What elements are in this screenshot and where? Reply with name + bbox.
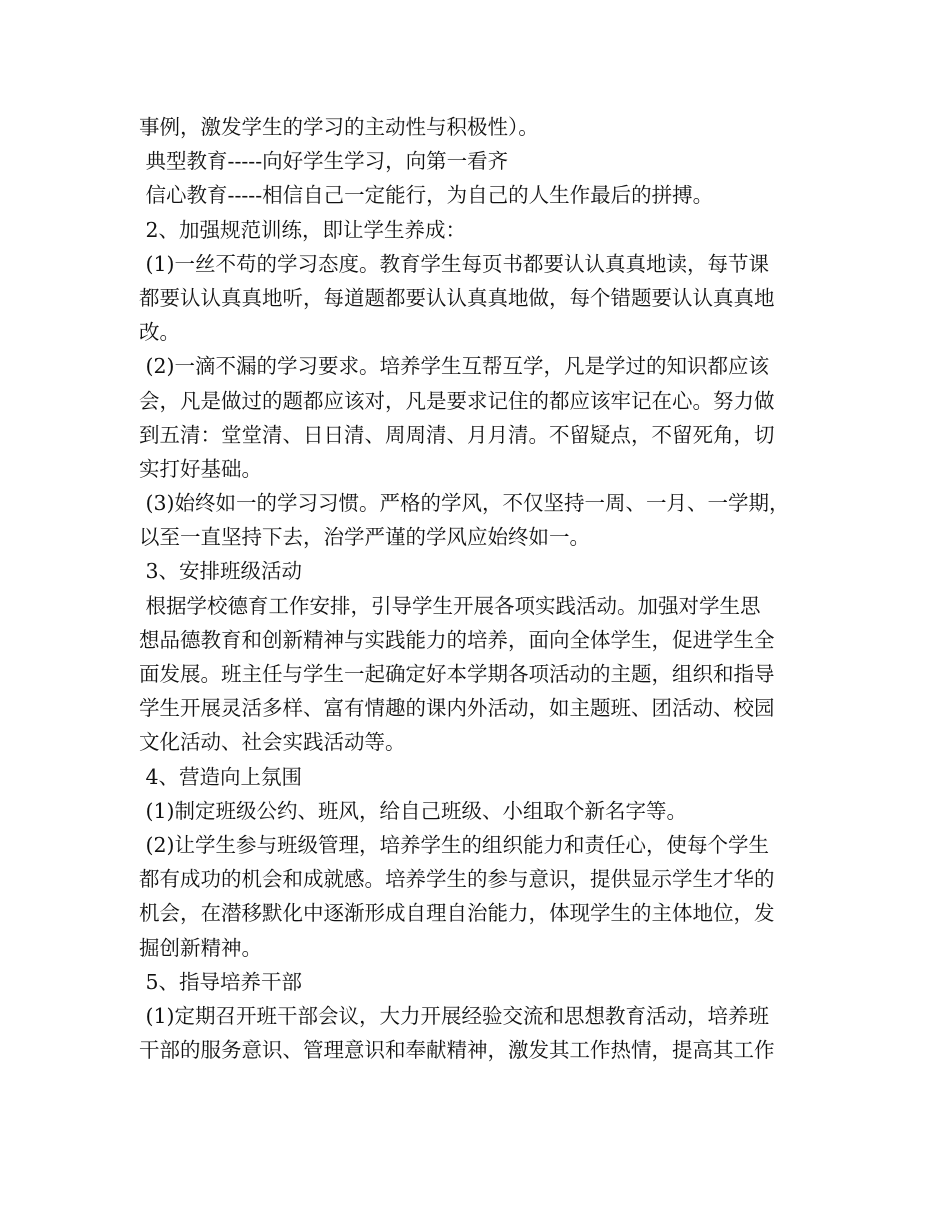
text-line: 事例，激发学生的学习的主动性与积极性）。 bbox=[139, 115, 539, 139]
text-line: 面发展。班主任与学生一起确定好本学期各项活动的主题，组织和指导 bbox=[139, 662, 775, 686]
text-line: (1)一丝不苟的学习态度。教育学生每页书都要认认真真地读，每节课 bbox=[139, 251, 770, 276]
text-line: 都有成功的机会和成就感。培养学生的参与意识，提供显示学生才华的 bbox=[139, 867, 775, 892]
text-line: 会，凡是做过的题都应该对，凡是要求记住的都应该牢记在心。努力做 bbox=[139, 388, 775, 413]
text-line: 掘创新精神。 bbox=[139, 935, 262, 960]
text-line: 都要认认真真地听，每道题都要认认真真地做，每个错题要认认真真地 bbox=[139, 285, 775, 310]
text-line: (2)一滴不漏的学习要求。培养学生互帮互学，凡是学过的知识都应该 bbox=[139, 354, 770, 379]
text-line: 想品德教育和创新精神与实践能力的培养，面向全体学生，促进学生全 bbox=[139, 627, 775, 652]
text-line: (3)始终如一的学习习惯。严格的学风，不仅坚持一周、一月、一学期， bbox=[139, 491, 790, 516]
text-line: 典型教育-----向好学生学习，向第一看齐 bbox=[139, 149, 509, 174]
section-heading: 5、指导培养干部 bbox=[139, 969, 303, 994]
section-heading: 4、营造向上氛围 bbox=[139, 764, 303, 789]
document-body bbox=[139, 110, 839, 1067]
section-heading: 3、安排班级活动 bbox=[139, 559, 303, 584]
text-line: (1)定期召开班干部会议，大力开展经验交流和思想教育活动，培养班 bbox=[139, 1003, 770, 1028]
text-line: 机会，在潜移默化中逐渐形成自理自治能力，体现学生的主体地位，发 bbox=[139, 901, 775, 926]
text-line: 根据学校德育工作安排，引导学生开展各项实践活动。加强对学生思 bbox=[139, 593, 761, 618]
text-line: (1)制定班级公约、班风，给自己班级、小组取个新名字等。 bbox=[139, 798, 688, 823]
text-line: 干部的服务意识、管理意识和奉献精神，激发其工作热情，提高其工作 bbox=[139, 1038, 775, 1063]
text-line: 信心教育-----相信自己一定能行，为自己的人生作最后的拼搏。 bbox=[139, 183, 714, 208]
text-line: 文化活动、社会实践活动等。 bbox=[139, 730, 406, 755]
text-line: 改。 bbox=[139, 320, 180, 345]
section-heading: 2、加强规范训练，即让学生养成： bbox=[139, 217, 467, 242]
text-line: (2)让学生参与班级管理，培养学生的组织能力和责任心，使每个学生 bbox=[139, 832, 770, 857]
text-line: 以至一直坚持下去，治学严谨的学风应始终如一。 bbox=[139, 525, 590, 550]
text-line: 学生开展灵活多样、富有情趣的课内外活动，如主题班、团活动、校园 bbox=[139, 696, 775, 721]
text-line: 到五清：堂堂清、日日清、周周清、月月清。不留疑点，不留死角，切 bbox=[139, 422, 775, 447]
text-line: 实打好基础。 bbox=[139, 456, 262, 481]
